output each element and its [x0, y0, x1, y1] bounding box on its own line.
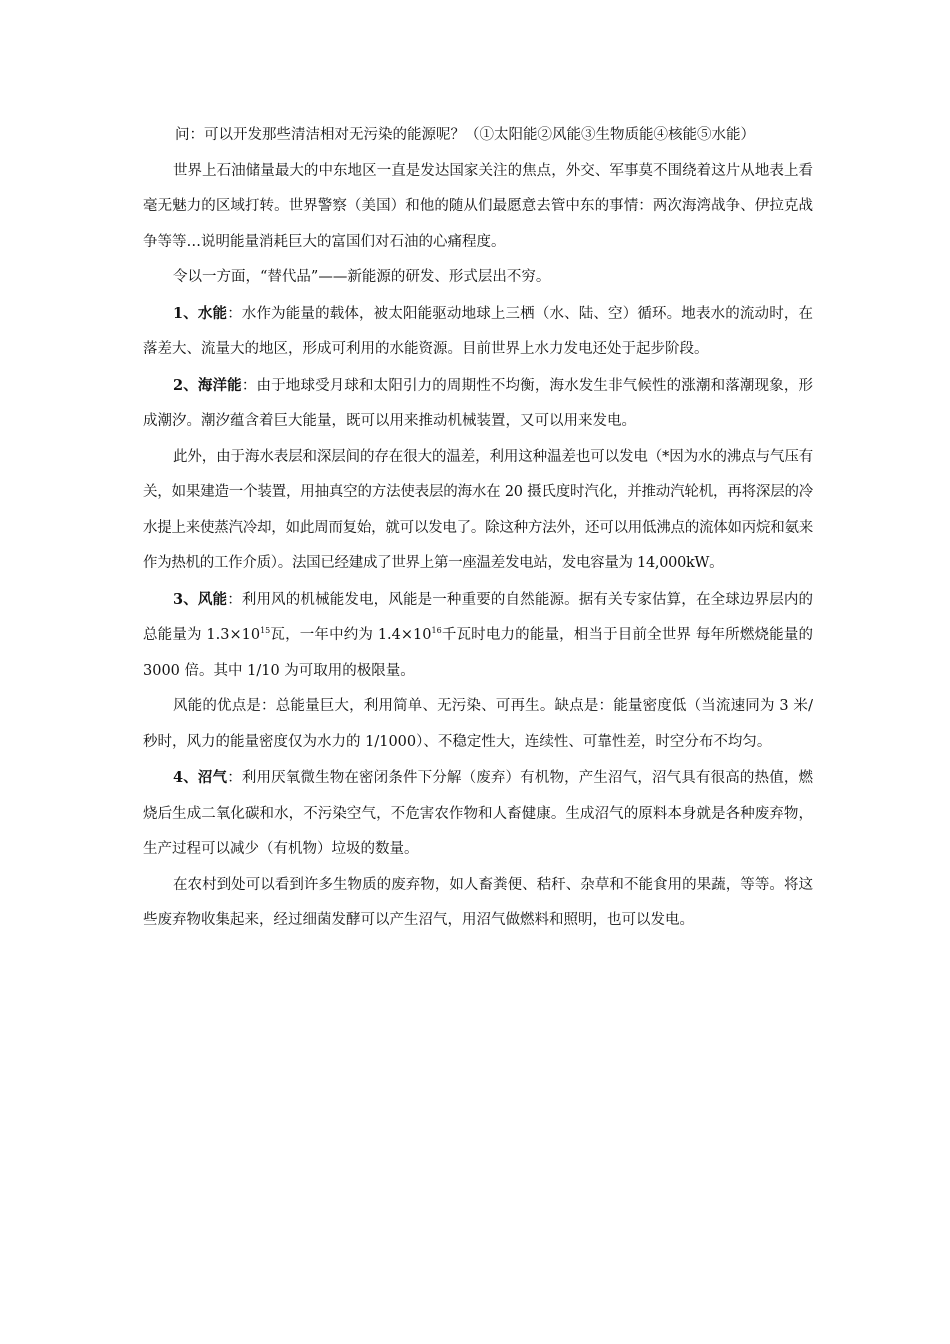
- section-biogas-title: 4、沼气: [173, 769, 228, 786]
- section-hydro-text: ：水作为能量的载体，被太阳能驱动地球上三栖（水、陆、空）循环。地表水的流动时，在落差大、流量大的地区，形成可利用的水能资源。目前世界上水力发电还处于起步阶段。: [143, 305, 813, 357]
- section-wind-text-c: 千瓦时电力的能量，相当于目前全世界 每年所燃烧能量的 3000 倍。其中 1/10 为可取用的极限量。: [143, 627, 813, 679]
- section-hydro-title: 1、水能: [173, 304, 228, 322]
- section-ocean: [143, 368, 813, 440]
- section-biogas: [143, 760, 813, 868]
- section-biogas-text: ：利用厌氧微生物在密闭条件下分解（废弃）有机物，产生沼气，沼气具有很高的热值，燃烧后生成二氧化碳和水，不污染空气，不危害农作物和人畜健康。生成沼气的原料本身就是各种废弃物，生产过程可以减少（有机物）垃圾的数量。: [143, 770, 813, 857]
- exponent-16: 16: [431, 626, 442, 636]
- section-wind-title: 3、风能: [173, 590, 228, 608]
- paragraph-middle-east: 世界上石油储量最大的中东地区一直是发达国家关注的焦点，外交、军事莫不围绕着这片从地表上看毫无魅力的区域打转。世界警察（美国）和他的随从们最愿意去管中东的事情：两次海湾战争、伊拉克战争等等…说明能量消耗巨大的富国们对石油的心痛程度。: [143, 162, 813, 250]
- document-body: [143, 118, 813, 939]
- question-paragraph: 问：可以开发那些清洁相对无污染的能源呢？（①太阳能②风能③生物质能④核能⑤水能）: [175, 127, 755, 143]
- section-hydro: [143, 296, 813, 368]
- paragraph-rural-biogas: 在农村到处可以看到许多生物质的废弃物，如人畜粪便、秸秆、杂草和不能食用的果蔬，等等。将这些废弃物收集起来，经过细菌发酵可以产生沼气，用沼气做燃料和照明，也可以发电。: [143, 876, 813, 928]
- section-ocean-text: ：由于地球受月球和太阳引力的周期性不均衡，海水发生非气候性的涨潮和落潮现象，形成潮汐。潮汐蕴含着巨大能量，既可以用来推动机械装置，又可以用来发电。: [143, 377, 814, 429]
- paragraph-thermal-gradient: 此外，由于海水表层和深层间的存在很大的温差，利用这种温差也可以发电（*因为水的沸点与气压有关，如果建造一个装置，用抽真空的方法使表层的海水在 20 摄氏度时汽化，并推动汽轮机，再将深层的冷水提上来使蒸汽冷却，如此周而复始，就可以发电了。除这种方法外，还可以用低沸点的流体如丙烷和氨来作为热机的工作介质）。法国已经建成了世界上第一座温差发电站，发电容量为 14,000kW。: [143, 448, 813, 571]
- exponent-15: 15: [260, 626, 271, 636]
- paragraph-wind-pros-cons: 风能的优点是：总能量巨大，利用简单、无污染、可再生。缺点是：能量密度低（当流速同为 3 米/秒时，风力的能量密度仅为水力的 1/1000）、不稳定性大，连续性、可靠性差，时空分布不均匀。: [143, 698, 813, 750]
- paragraph-alternatives: 令以一方面，“替代品”——新能源的研发、形式层出不穷。: [173, 269, 551, 285]
- section-ocean-title: 2、海洋能: [173, 376, 242, 394]
- section-wind-text-b: 瓦，一年中约为 1.4×10: [270, 627, 432, 643]
- section-wind: [143, 582, 813, 690]
- section-wind-text-a: ：利用风的机械能发电，风能是一种重要的自然能源。据有关专家估算，在全球边界层内的总能量为 1.3×10: [143, 591, 813, 643]
